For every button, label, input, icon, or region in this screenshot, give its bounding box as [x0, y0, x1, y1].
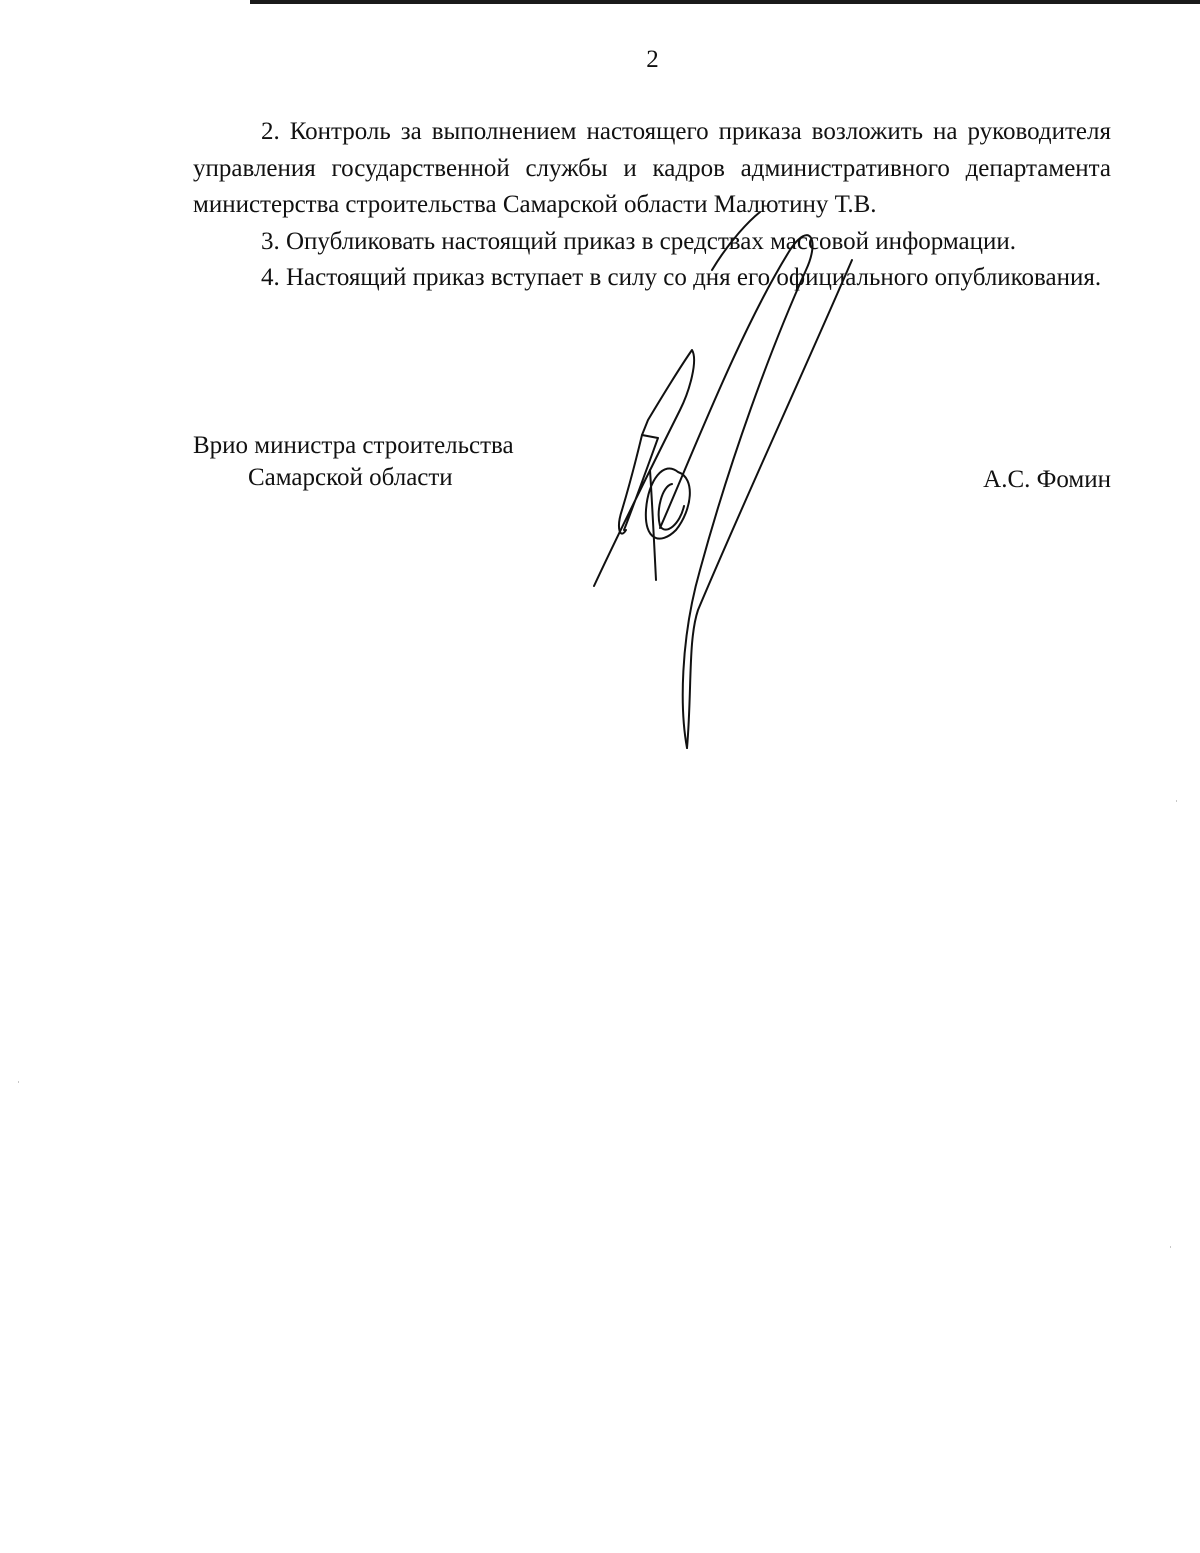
document-body — [193, 114, 1111, 297]
scan-artifact — [1170, 1246, 1171, 1248]
scan-artifact — [18, 1081, 19, 1083]
signatory-position: Врио министра строительства — [193, 432, 514, 459]
signatory-name: А.С. Фомин — [983, 466, 1111, 493]
scan-artifact — [1176, 800, 1177, 802]
page-number: 2 — [646, 46, 659, 73]
paragraph-3-publish: 3. Опубликовать настоящий приказ в средствах массовой информации. — [261, 227, 1017, 255]
signatory-region: Самарской области — [248, 464, 453, 491]
top-border-line — [250, 0, 1200, 4]
paragraph-4-effective: 4. Настоящий приказ вступает в силу со дня его официального опубликования. — [261, 264, 1102, 291]
paragraph-2-control: 2. Контроль за выполнением настоящего приказа возложить на руководителя управления государственной службы и кадров административного департамента министерства строительства Самарской области Малютину Т.В. — [193, 118, 1111, 218]
signatory-position-block — [193, 430, 514, 494]
